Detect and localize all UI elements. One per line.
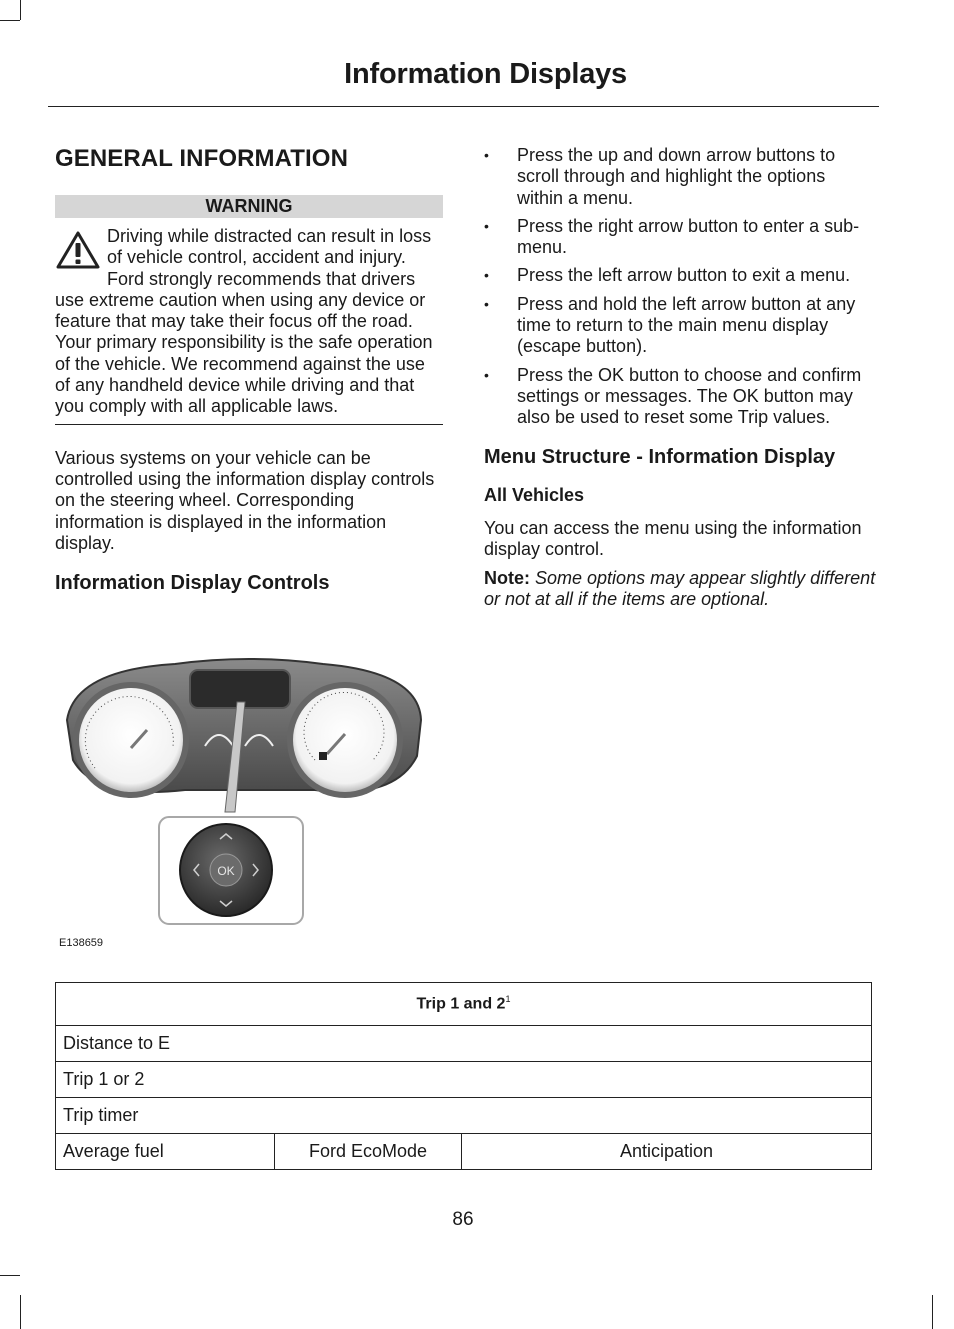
section-heading: GENERAL INFORMATION (55, 145, 349, 172)
crop-mark (20, 0, 21, 20)
table-cell: Anticipation (462, 1134, 872, 1170)
warning-text: Driving while distracted can result in loss of vehicle control, accident and injury. Ford strongly recommends that drivers use extreme caution when using any device or feature that may take their focus off the road. Your primary responsibility is the safe operation of the vehicle. We recommend against the use of any handheld device while driving and that you comply with all applicable laws. (55, 226, 433, 417)
ok-label: OK (217, 864, 235, 878)
menu-structure-heading: Menu Structure - Information Display (484, 445, 836, 468)
note-label: Note: (484, 568, 530, 589)
crop-mark (0, 20, 20, 21)
right-column (484, 145, 876, 611)
instrument-cluster-illustration (55, 650, 443, 950)
figure-id: E138659 (59, 937, 104, 949)
header-divider (48, 106, 879, 107)
page-number: 86 (452, 1209, 474, 1230)
warning-label: WARNING (55, 195, 443, 218)
table-row: Trip timer (56, 1098, 872, 1134)
footnote-marker: 1 (505, 994, 511, 1005)
controls-heading: Information Display Controls (55, 572, 330, 595)
warning-divider (55, 424, 443, 425)
table-cell: Average fuel (56, 1134, 275, 1170)
warning-triangle-icon (55, 230, 101, 270)
table-header-text: Trip 1 and 2 (416, 995, 506, 1013)
list-item: • Press the up and down arrow buttons to scroll through and highlight the options within a menu. (484, 145, 876, 209)
table-header (56, 983, 872, 1026)
crop-mark (0, 1275, 20, 1276)
list-item: • Press the OK button to choose and confirm settings or messages. The OK button may also be used to reset some Trip values. (484, 365, 876, 429)
trip-menu-table (55, 982, 872, 1170)
list-item: • Press and hold the left arrow button at any time to return to the main menu display (escape button). (484, 294, 876, 358)
list-item: • Press the left arrow button to exit a menu. (484, 265, 876, 286)
warning-box (55, 226, 443, 418)
note-paragraph (484, 568, 876, 611)
all-vehicles-heading: All Vehicles (484, 484, 585, 505)
table-row: Trip 1 or 2 (56, 1062, 872, 1098)
note-text: Some options may appear slightly different or not at all if the items are optional. (484, 568, 876, 610)
left-column (55, 145, 443, 594)
table-row: Distance to E (56, 1026, 872, 1062)
crop-mark (20, 1295, 21, 1329)
intro-paragraph: Various systems on your vehicle can be controlled using the information display controls on the steering wheel. Corresponding information is displayed in the information display. (55, 447, 435, 553)
access-paragraph: You can access the menu using the information display control. (484, 517, 862, 559)
button-instructions-list (484, 145, 876, 429)
crop-mark (932, 1295, 933, 1329)
table-cell: Ford EcoMode (275, 1134, 462, 1170)
list-item: • Press the right arrow button to enter a sub-menu. (484, 216, 876, 259)
page-title: Information Displays (344, 58, 627, 90)
